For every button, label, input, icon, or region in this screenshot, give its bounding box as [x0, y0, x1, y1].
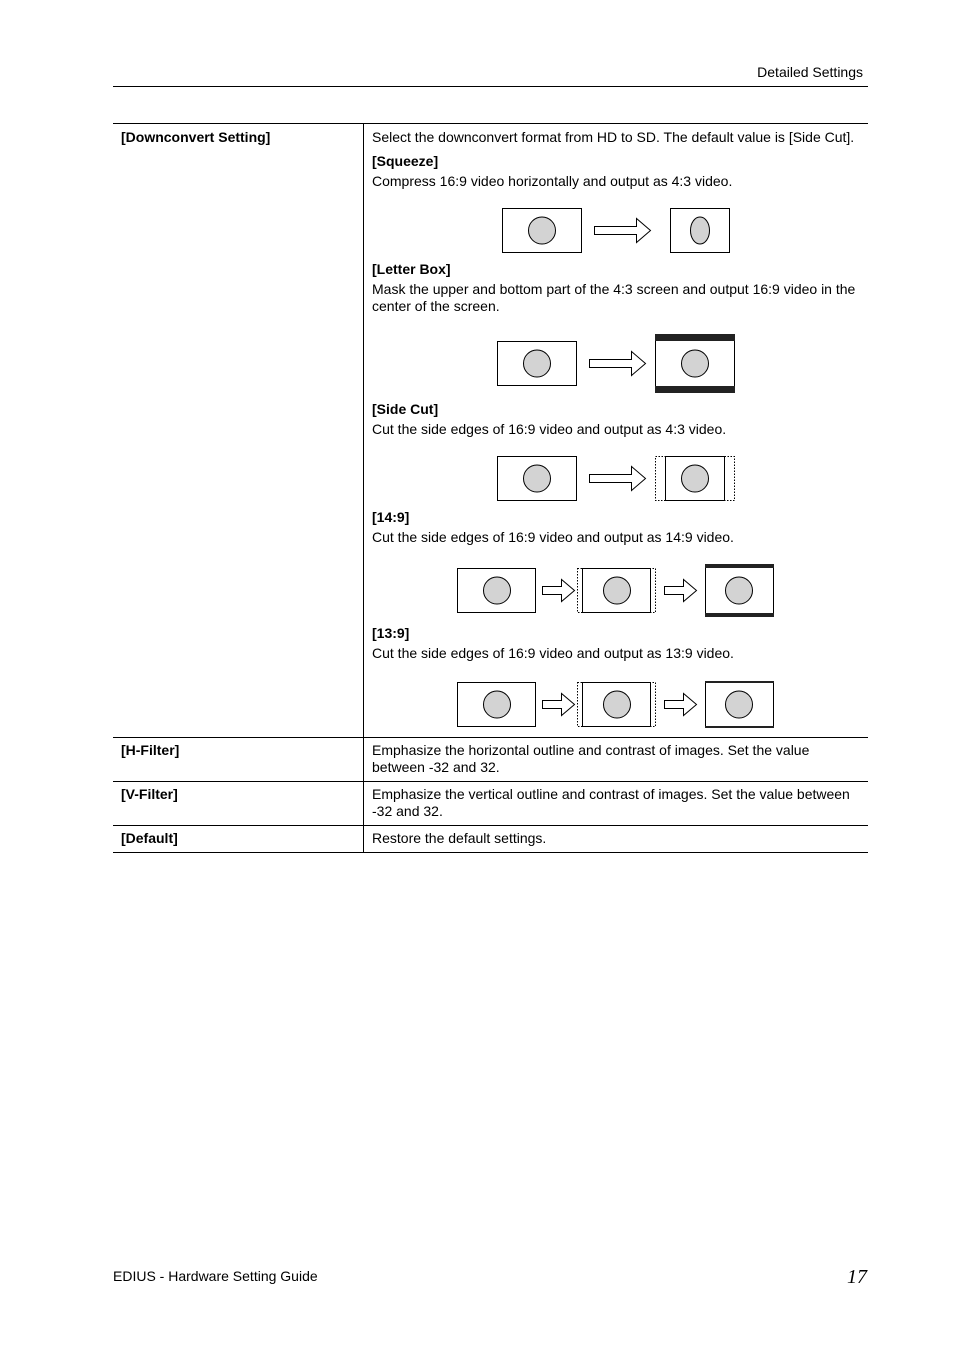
setting-description: Select the downconvert format from HD to SD. The default value is [Side Cut]. [372, 129, 855, 145]
table-row [113, 782, 868, 826]
setting-term: [Downconvert Setting] [113, 124, 364, 738]
option-title-letter-box: [Letter Box] [372, 261, 451, 277]
option-desc-14-9: Cut the side edges of 16:9 video and output as 14:9 video. [372, 529, 734, 545]
option-desc-side-cut: Cut the side edges of 16:9 video and output as 4:3 video. [372, 421, 727, 437]
option-desc-letter-box: Mask the upper and bottom part of the 4:3 screen and output 16:9 video in the center of the screen. [372, 281, 856, 314]
side-cut-diagram [497, 456, 736, 502]
14-9-diagram [457, 564, 776, 618]
setting-term: [Default] [113, 826, 364, 853]
option-title-13-9: [13:9] [372, 625, 410, 641]
setting-term: [V-Filter] [113, 782, 364, 826]
option-desc-squeeze: Compress 16:9 video horizontally and output as 4:3 video. [372, 173, 733, 189]
running-header: Detailed Settings [757, 64, 863, 80]
table-row [113, 826, 868, 853]
setting-description: Emphasize the vertical outline and contrast of images. Set the value between -32 and 32. [364, 782, 869, 826]
option-title-14-9: [14:9] [372, 509, 410, 525]
page-number: 17 [847, 1266, 867, 1288]
option-title-side-cut: [Side Cut] [372, 401, 439, 417]
running-footer: EDIUS - Hardware Setting Guide [113, 1268, 318, 1284]
option-title-squeeze: [Squeeze] [372, 153, 439, 169]
setting-description-cell [364, 124, 869, 738]
option-desc-13-9: Cut the side edges of 16:9 video and output as 13:9 video. [372, 645, 734, 661]
header-rule [113, 86, 868, 87]
squeeze-diagram [502, 208, 731, 254]
setting-description: Restore the default settings. [364, 826, 869, 853]
setting-term: [H-Filter] [113, 738, 364, 782]
table-row [113, 738, 868, 782]
13-9-diagram [457, 681, 776, 729]
table-row [113, 124, 868, 738]
settings-table [113, 123, 868, 853]
setting-description: Emphasize the horizontal outline and contrast of images. Set the value between -32 and 32. [364, 738, 869, 782]
letter-box-diagram [497, 334, 736, 394]
